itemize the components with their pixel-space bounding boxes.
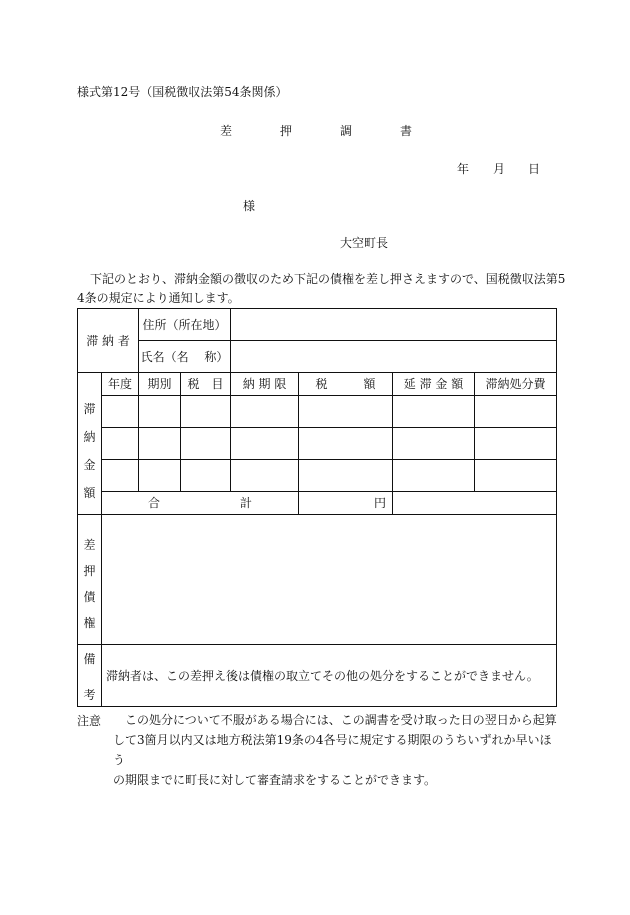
notice-body: [113, 710, 558, 790]
remarks-char-2: 考: [83, 688, 96, 702]
seizure-table: [77, 308, 557, 707]
date-year-label: 年: [457, 162, 470, 176]
total-empty: [393, 492, 557, 515]
notice-line-3: の期限までに町長に対して審査請求をすることができます。: [113, 773, 437, 787]
column-header-late-fee: 延 滞 金 額: [393, 373, 475, 396]
remarks-char-1: 備: [83, 652, 96, 666]
remarks-label: [78, 645, 102, 707]
name-label: 氏名（名 称）: [139, 341, 231, 373]
amount-char-3: 金: [83, 458, 96, 472]
intro-line-1: 下記のとおり、滞納金額の徴収のため下記の債権を差し押さえますので、国税徴収法第5: [90, 272, 566, 286]
total-label-right: 計: [240, 496, 253, 510]
seized-char-1: 差: [83, 538, 96, 552]
total-yen-label: 円: [299, 492, 393, 515]
column-header-tax-item: 税 目: [181, 373, 231, 396]
seized-char-4: 権: [83, 616, 96, 630]
column-header-year: 年度: [102, 373, 139, 396]
seized-char-2: 押: [83, 564, 96, 578]
date-day-label: 日: [528, 162, 541, 176]
seized-claim-label: [78, 515, 102, 645]
total-row: [78, 492, 557, 515]
intro-line-2: 4条の規定により通知します。: [77, 291, 240, 305]
table-row: [78, 460, 557, 492]
address-label: 住所（所在地）: [139, 309, 231, 341]
table-row: [78, 396, 557, 428]
column-header-disposition-cost: 滞納処分費: [475, 373, 557, 396]
date-month-label: 月: [493, 162, 506, 176]
notice-line-1: この処分について不服がある場合には、この調書を受け取った日の翌日から起算: [125, 713, 557, 727]
amount-label: [78, 373, 102, 515]
column-header-due-date: 納 期 限: [231, 373, 299, 396]
amount-char-1: 滞: [83, 402, 96, 416]
name-value: [231, 341, 557, 373]
amount-char-4: 額: [83, 486, 96, 500]
title-char-4: 書: [400, 124, 413, 138]
title-char-2: 押: [280, 124, 293, 138]
address-value: [231, 309, 557, 341]
seized-char-3: 債: [83, 590, 96, 604]
total-label: [102, 492, 299, 515]
column-header-tax-amount: 税 額: [299, 373, 393, 396]
notice-line-2: して3箇月以内又は地方税法第19条の4各号に規定する期限のうちいずれか早いほう: [113, 733, 552, 767]
total-label-left: 合: [148, 496, 161, 510]
taxpayer-label: 滞 納 者: [78, 309, 139, 373]
title-char-1: 差: [220, 124, 233, 138]
title-char-3: 調: [340, 124, 353, 138]
issuer-name: 大空町長: [340, 236, 389, 250]
table-row: [78, 428, 557, 460]
amount-char-2: 納: [83, 430, 96, 444]
notice-label: 注意: [77, 714, 102, 728]
column-header-period: 期別: [139, 373, 181, 396]
remarks-text: 滞納者は、この差押え後は債権の取立てその他の処分をすることができません。: [102, 645, 557, 707]
form-number: 様式第12号（国税徴収法第54条関係）: [77, 85, 288, 99]
seized-claim-value: [102, 515, 557, 645]
addressee-suffix: 様: [243, 199, 256, 213]
